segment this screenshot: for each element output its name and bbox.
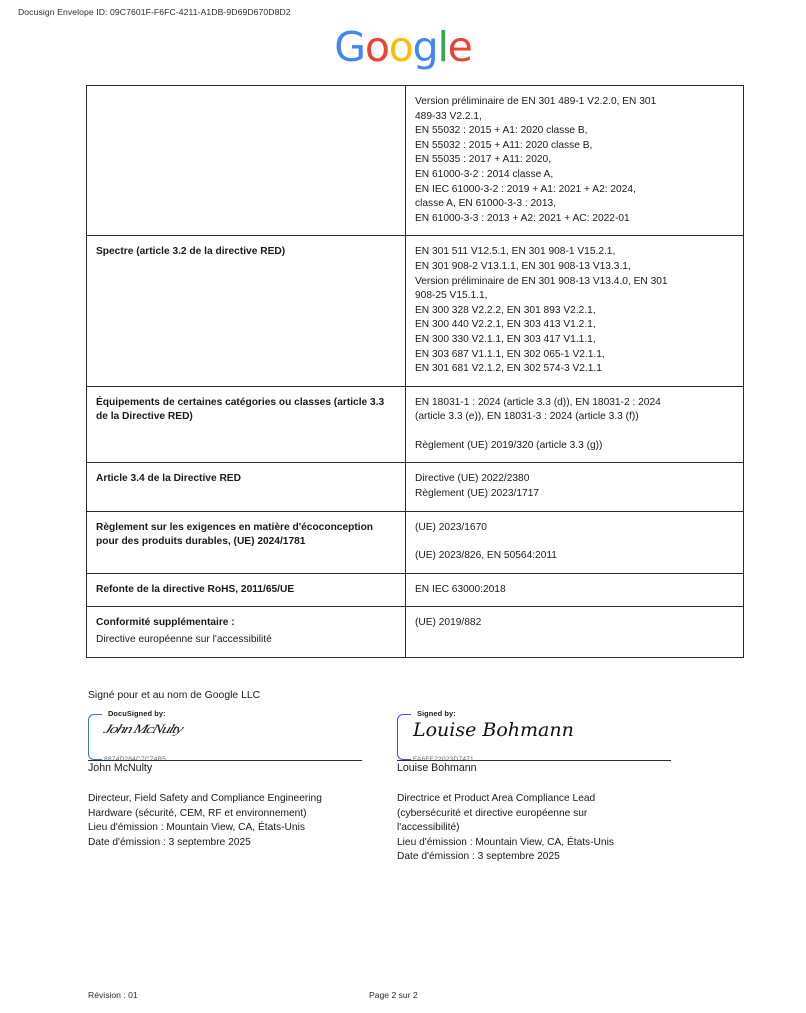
signer-detail-line: Lieu d'émission : Mountain View, CA, États-Unis <box>397 836 614 848</box>
standard-line: EN 300 440 V2.2.1, EN 303 413 V1.2.1, <box>415 319 596 331</box>
requirement-title: Refonte de la directive RoHS, 2011/65/UE <box>96 583 295 595</box>
page-number-label: Page 2 sur 2 <box>369 990 418 1000</box>
requirement-subtitle: Directive européenne sur l'accessibilité <box>96 634 272 646</box>
standard-line: Directive (UE) 2022/2380 <box>415 473 530 485</box>
table-row <box>87 573 744 607</box>
signature-stamp-left <box>88 709 368 763</box>
signer-detail-line: Lieu d'émission : Mountain View, CA, États-Unis <box>88 822 305 834</box>
signer-detail-line: Directeur, Field Safety and Compliance Engineering <box>88 793 322 804</box>
standard-line: (UE) 2023/1670 <box>415 521 487 533</box>
google-logo-letter-2: o <box>388 23 413 71</box>
standard-line: (UE) 2019/882 <box>415 617 482 629</box>
signature-block-right <box>397 709 677 774</box>
requirement-title: Spectre (article 3.2 de la directive RED) <box>96 246 286 258</box>
table-cell-standards <box>406 86 744 236</box>
docusign-stamp-label: DocuSigned by: <box>108 709 166 718</box>
table-cell-standards <box>406 511 744 573</box>
requirement-title: Équipements de certaines catégories ou classes (article 3.3 de la Directive RED) <box>96 396 388 423</box>
standard-line: Règlement (UE) 2023/1717 <box>415 488 540 500</box>
signer-detail-line: Date d'émission : 3 septembre 2025 <box>397 851 560 863</box>
standards-table <box>86 85 744 658</box>
standard-line: Version préliminaire de EN 301 489-1 V2.2.0, EN 301 <box>415 96 657 107</box>
handwritten-signature-right: Louise Bohmann <box>413 719 574 741</box>
signer-details-left <box>88 792 388 850</box>
table-cell-requirement <box>87 463 406 511</box>
signature-block-left <box>88 709 368 774</box>
standard-line: EN 303 687 V1.1.1, EN 302 065-1 V2.1.1, <box>415 348 605 360</box>
google-logo <box>0 23 806 71</box>
signer-name-left: John McNulty <box>88 762 153 774</box>
table-cell-standards <box>406 236 744 386</box>
signed-on-behalf-text: Signé pour et au nom de Google LLC <box>88 690 261 701</box>
standard-line: EN 300 330 V2.1.1, EN 303 417 V1.1.1, <box>415 333 596 345</box>
docusign-stamp-label: Signed by: <box>417 709 456 718</box>
table-cell-requirement <box>87 573 406 607</box>
revision-label: Révision : 01 <box>88 990 138 1000</box>
table-cell-standards <box>406 386 744 463</box>
signer-detail-line: Date d'émission : 3 septembre 2025 <box>88 836 251 848</box>
signer-details-right <box>397 792 692 865</box>
standard-line: EN 61000-3-2 : 2014 classe A, <box>415 168 554 180</box>
docusign-bracket-icon <box>88 714 102 760</box>
signer-detail-line: (cybersécurité et directive européenne sur <box>397 807 588 819</box>
google-logo-letter-4: l <box>437 23 448 71</box>
standard-line: (article 3.3 (e)), EN 18031-3 : 2024 (article 3.3 (f)) <box>415 411 639 423</box>
table-row <box>87 386 744 463</box>
table-cell-standards <box>406 573 744 607</box>
google-logo-letter-3: g <box>412 23 438 71</box>
standard-line: EN IEC 63000:2018 <box>415 583 506 595</box>
table-row <box>87 511 744 573</box>
google-logo-letter-0: G <box>334 23 365 71</box>
table-row <box>87 236 744 386</box>
table-cell-requirement <box>87 236 406 386</box>
standard-line: Version préliminaire de EN 301 908-13 V13.4.0, EN 301 <box>415 275 668 287</box>
signature-stamp-right <box>397 709 677 763</box>
table-row <box>87 86 744 236</box>
table-cell-requirement <box>87 511 406 573</box>
handwritten-signature-left: John McNulty <box>101 721 185 736</box>
google-logo-letter-5: e <box>447 23 472 71</box>
signer-detail-line: Directrice et Product Area Compliance Lead <box>397 793 596 804</box>
signer-name-right: Louise Bohmann <box>397 762 477 774</box>
signature-rule-left <box>88 760 362 761</box>
standard-line: (UE) 2023/826, EN 50564:2011 <box>415 550 557 562</box>
signature-guid-left: 8874D284C7C74B5... <box>104 756 173 763</box>
standard-line: 489-33 V2.2.1, <box>415 110 482 122</box>
table-cell-standards <box>406 463 744 511</box>
docusign-envelope-id: Docusign Envelope ID: 09C7601F-F6FC-4211-A1DB-9D69D670D8D2 <box>18 7 291 17</box>
standard-line: EN 301 908-2 V13.1.1, EN 301 908-13 V13.3.1, <box>415 260 631 272</box>
table-cell-requirement <box>87 607 406 657</box>
table-cell-requirement <box>87 86 406 236</box>
signer-detail-line: Hardware (sécurité, CEM, RF et environnement) <box>88 807 307 819</box>
requirement-title: Règlement sur les exigences en matière d'écoconception pour des produits durables, (UE) 2024/1781 <box>96 521 376 548</box>
standard-line: classe A, EN 61000-3-3 : 2013, <box>415 198 557 210</box>
standard-line: EN 301 681 V2.1.2, EN 302 574-3 V2.1.1 <box>415 363 602 375</box>
requirement-title: Article 3.4 de la Directive RED <box>96 473 241 485</box>
table-row <box>87 463 744 511</box>
table-cell-standards <box>406 607 744 657</box>
requirement-title: Conformité supplémentaire : <box>96 617 235 629</box>
standard-line: Règlement (UE) 2019/320 (article 3.3 (g)) <box>415 439 603 451</box>
standard-line: EN 61000-3-3 : 2013 + A2: 2021 + AC: 2022-01 <box>415 212 630 224</box>
signer-detail-line: l'accessibilité) <box>397 822 460 834</box>
standard-line: EN 300 328 V2.2.2, EN 301 893 V2.2.1, <box>415 304 596 316</box>
standard-line: EN 55032 : 2015 + A11: 2020 classe B, <box>415 139 593 151</box>
google-logo-text <box>334 23 472 71</box>
standard-line: EN 301 511 V12.5.1, EN 301 908-1 V15.2.1, <box>415 246 616 258</box>
standard-line: EN IEC 61000-3-2 : 2019 + A1: 2021 + A2: 2024, <box>415 183 636 195</box>
standards-block-gap <box>415 425 735 439</box>
standard-line: EN 18031-1 : 2024 (article 3.3 (d)), EN 18031-2 : 2024 <box>415 396 661 408</box>
standard-line: EN 55032 : 2015 + A1: 2020 classe B, <box>415 125 588 137</box>
signature-rule-right <box>397 760 671 761</box>
docusign-bracket-icon <box>397 714 411 760</box>
table-row <box>87 607 744 657</box>
table-cell-requirement <box>87 386 406 463</box>
standard-line: 908-25 V15.1.1, <box>415 290 488 302</box>
signature-guid-right: FA6FE22023D7471... <box>413 756 481 763</box>
google-logo-letter-1: o <box>364 23 389 71</box>
standard-line: EN 55035 : 2017 + A11: 2020, <box>415 154 552 166</box>
standards-block-gap <box>415 535 735 549</box>
